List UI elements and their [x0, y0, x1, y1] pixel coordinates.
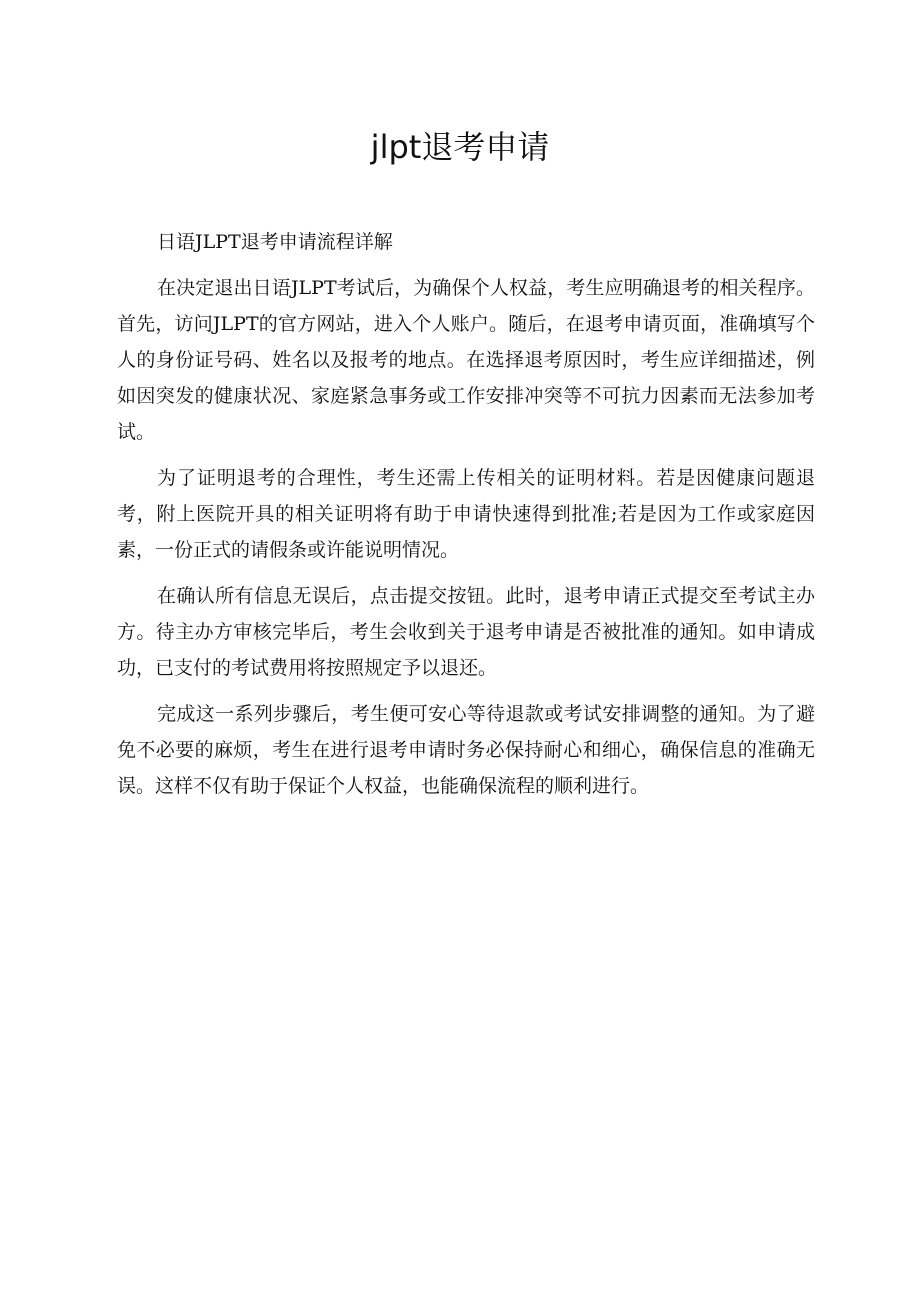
- document-body: [117, 224, 815, 814]
- document-title: jlpt退考申请: [370, 128, 550, 166]
- body-paragraph: 完成这一系列步骤后，考生便可安心等待退款或考试安排调整的通知。为了避免不必要的麻烦，考生在进行退考申请时务必保持耐心和细心，确保信息的准确无误。这样不仅有助于保证个人权益，也能确保流程的顺利进行。: [117, 703, 815, 797]
- body-paragraph: 为了证明退考的合理性，考生还需上传相关的证明材料。若是因健康问题退考，附上医院开具的相关证明将有助于申请快速得到批准;若是因为工作或家庭因素，一份正式的请假条或许能说明情况。: [117, 467, 815, 561]
- body-paragraph: 在决定退出日语JLPT考试后，为确保个人权益，考生应明确退考的相关程序。首先，访问JLPT的官方网站，进入个人账户。随后，在退考申请页面，准确填写个人的身份证号码、姓名以及报考的地点。在选择退考原因时，考生应详细描述，例如因突发的健康状况、家庭紧急事务或工作安排冲突等不可抗力因素而无法参加考试。: [117, 277, 815, 443]
- subtitle-paragraph: 日语JLPT退考申请流程详解: [157, 231, 393, 253]
- body-paragraph: 在确认所有信息无误后，点击提交按钮。此时，退考申请正式提交至考试主办方。待主办方审核完毕后，考生会收到关于退考申请是否被批准的通知。如申请成功，已支付的考试费用将按照规定予以退还。: [117, 585, 815, 679]
